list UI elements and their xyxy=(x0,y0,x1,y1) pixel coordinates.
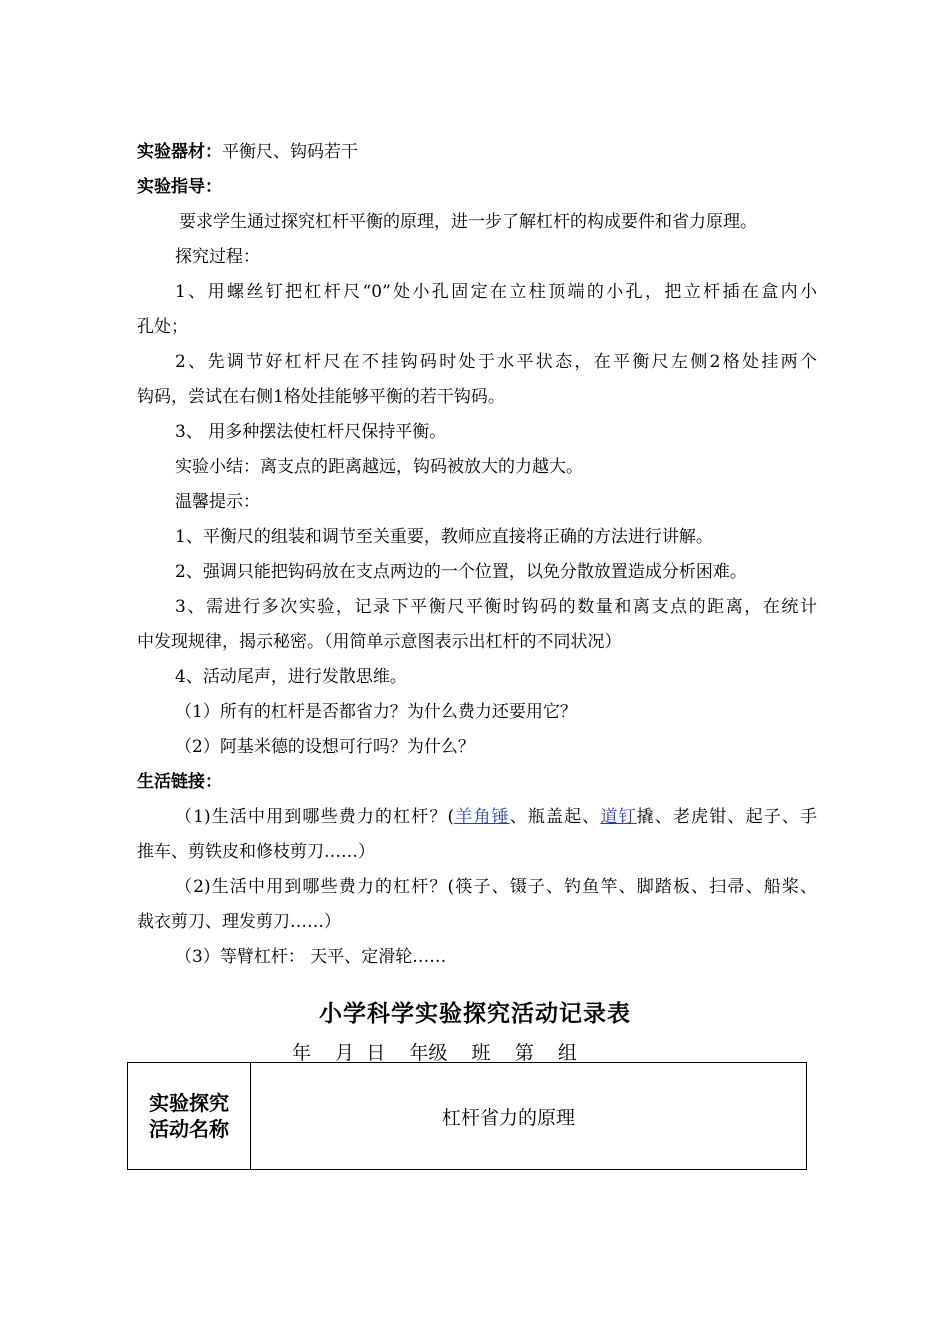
tips-label: 温馨提示： xyxy=(175,492,260,512)
question1: （1）所有的杠杆是否都省力？为什么费力还要用它？ xyxy=(175,702,577,722)
materials-line xyxy=(137,135,817,170)
step2-line-b: 钩码，尝试在右侧1格处挂能够平衡的若干钩码。 xyxy=(137,387,505,407)
life-item1-line-b: 推车、剪铁皮和修枝剪刀……） xyxy=(137,842,375,862)
guidance-label: 实验指导： xyxy=(137,177,222,197)
link-claw-hammer[interactable]: 羊角锤 xyxy=(454,807,510,827)
life-item3: （3）等臂杠杆： 天平、定滑轮…… xyxy=(175,947,447,967)
materials-label: 实验器材： xyxy=(137,142,222,162)
step1-line-b: 孔处； xyxy=(137,317,188,337)
life-item1-line-a xyxy=(137,800,817,835)
link-spike[interactable]: 道钉 xyxy=(600,807,637,827)
activity-name-label-line2: 活动名称 xyxy=(149,1117,229,1141)
tip2: 2、强调只能把钩码放在支点两边的一个位置，以免分散放置造成分析困难。 xyxy=(175,562,747,582)
step1-line-a: 1、用螺丝钉把杠杆尺“0”处小孔固定在立柱顶端的小孔，把立杆插在盒内小 xyxy=(175,282,817,302)
materials-text: 平衡尺、钩码若干 xyxy=(222,142,358,162)
tip3-line-a: 3、需进行多次实验，记录下平衡尺平衡时钩码的数量和离支点的距离，在统计 xyxy=(175,597,817,617)
life-item2-line-b: 裁衣剪刀、理发剪刀……） xyxy=(137,912,341,932)
tip1: 1、平衡尺的组装和调节至关重要，教师应直接将正确的方法进行讲解。 xyxy=(175,527,713,547)
record-table xyxy=(127,1062,807,1170)
guidance-intro: 要求学生通过探究杠杆平衡的原理，进一步了解杠杆的构成要件和省力原理。 xyxy=(179,212,757,232)
record-dateline: 年 月 日 年级 班 第 组 xyxy=(292,1042,577,1064)
activity-name-value-cell xyxy=(251,1063,806,1169)
summary: 实验小结：离支点的距离越远，钩码被放大的力越大。 xyxy=(175,457,583,477)
activity-name-label-line1: 实验探究 xyxy=(149,1091,229,1115)
life-item2-line-a: （2)生活中用到哪些费力的杠杆？(筷子、镊子、钓鱼竿、脚踏板、扫帚、船桨、 xyxy=(175,877,817,897)
activity-name-label-cell xyxy=(128,1063,251,1169)
tip4: 4、活动尾声，进行发散思维。 xyxy=(175,667,407,687)
question2: （2）阿基米德的设想可行吗？为什么？ xyxy=(175,737,475,757)
step2-line-a: 2、先调节好杠杆尺在不挂钩码时处于水平状态，在平衡尺左侧2格处挂两个 xyxy=(175,352,817,372)
record-table-title: 小学科学实验探究活动记录表 xyxy=(319,1000,631,1027)
step3: 3、 用多种摆法使杠杆尺保持平衡。 xyxy=(175,422,447,442)
life-item1-prefix: （1)生活中用到哪些费力的杠杆？( xyxy=(175,807,455,827)
life-item1-mid: 、瓶盖起、 xyxy=(509,807,601,827)
life-item1-suffix: 撬、老虎钳、起子、手 xyxy=(636,807,817,827)
tip3-line-b: 中发现规律，揭示秘密。（用简单示意图表示出杠杆的不同状况） xyxy=(137,632,622,652)
life-label: 生活链接： xyxy=(137,772,222,792)
process-label: 探究过程： xyxy=(175,247,260,267)
activity-name-value: 杠杆省力的原理 xyxy=(441,1106,575,1129)
document-body xyxy=(137,135,817,975)
